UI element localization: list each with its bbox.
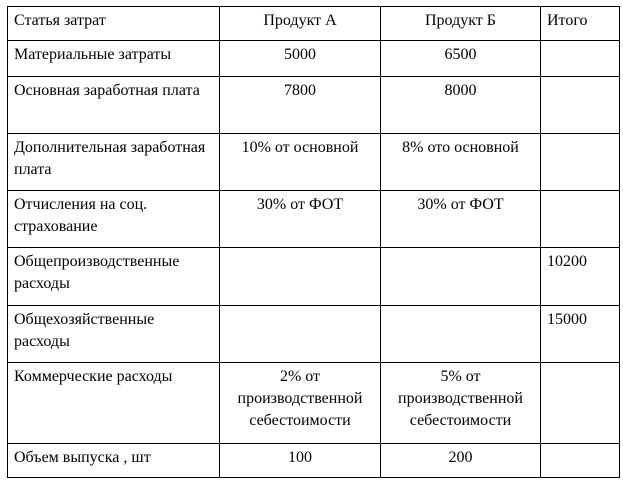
cell-product-b: 8% ото основной <box>381 134 541 191</box>
table-row <box>8 248 620 306</box>
table-row <box>8 77 620 134</box>
cell-cost-item: Основная заработная плата <box>8 77 220 134</box>
cell-total <box>541 444 620 478</box>
cell-total <box>541 41 620 77</box>
cell-product-b: 6500 <box>381 41 541 77</box>
header-total: Итого <box>541 7 620 41</box>
cell-cost-item: Отчисления на соц. страхование <box>8 191 220 248</box>
cell-cost-item: Общехозяйственные расходы <box>8 306 220 363</box>
cell-product-a: 7800 <box>220 77 381 134</box>
cell-product-a: 10% от основной <box>220 134 381 191</box>
cost-table <box>7 6 620 478</box>
cell-total <box>541 363 620 444</box>
table-row <box>8 41 620 77</box>
cell-product-a: 30% от ФОТ <box>220 191 381 248</box>
cell-total: 10200 <box>541 248 620 306</box>
cell-product-a: 2% от производственной себестоимости <box>220 363 381 444</box>
cell-product-a <box>220 248 381 306</box>
cell-product-b: 200 <box>381 444 541 478</box>
cell-product-a: 100 <box>220 444 381 478</box>
cell-cost-item: Материальные затраты <box>8 41 220 77</box>
table-row <box>8 134 620 191</box>
header-product-a: Продукт А <box>220 7 381 41</box>
table-row <box>8 191 620 248</box>
cell-total <box>541 191 620 248</box>
table-row <box>8 444 620 478</box>
cell-product-b <box>381 306 541 363</box>
cell-product-b: 8000 <box>381 77 541 134</box>
cell-product-b: 30% от ФОТ <box>381 191 541 248</box>
cell-cost-item: Общепроизводственные расходы <box>8 248 220 306</box>
cell-product-b: 5% от производственной себестоимости <box>381 363 541 444</box>
header-product-b: Продукт Б <box>381 7 541 41</box>
table-header-row <box>8 7 620 41</box>
cell-total <box>541 134 620 191</box>
cell-product-a: 5000 <box>220 41 381 77</box>
cell-cost-item: Коммерческие расходы <box>8 363 220 444</box>
cell-product-b <box>381 248 541 306</box>
cell-total <box>541 77 620 134</box>
cell-total: 15000 <box>541 306 620 363</box>
header-cost-item: Статья затрат <box>8 7 220 41</box>
cell-cost-item: Объем выпуска , шт <box>8 444 220 478</box>
cell-product-a <box>220 306 381 363</box>
cost-table-container <box>7 6 619 478</box>
table-row <box>8 363 620 444</box>
cell-cost-item: Дополнительная заработная плата <box>8 134 220 191</box>
table-row <box>8 306 620 363</box>
